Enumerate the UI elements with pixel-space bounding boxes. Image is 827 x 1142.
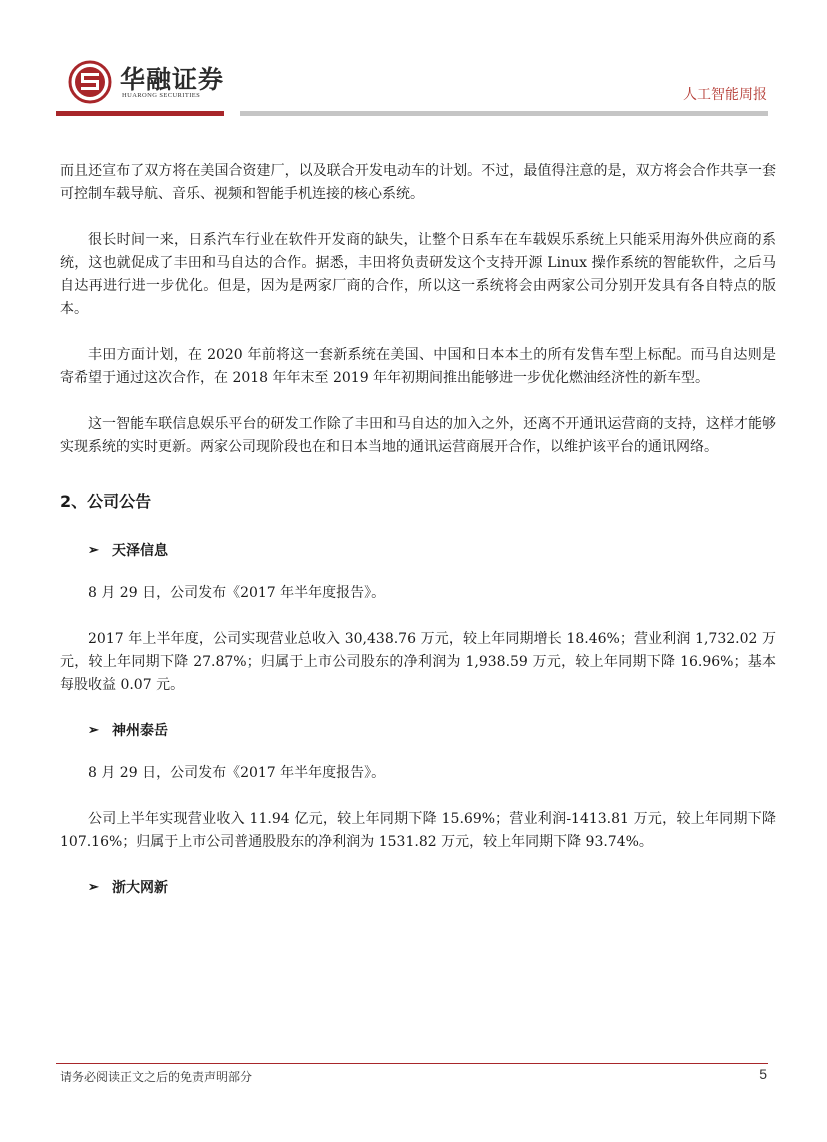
company-heading (88, 540, 776, 560)
header-divider-red (56, 111, 224, 116)
announcement-date: 8 月 29 日，公司发布《2017 年半年度报告》。 (88, 765, 386, 781)
main-content (60, 160, 776, 919)
arrow-bullet-icon: ➢ (88, 879, 99, 895)
huarong-logo-icon (68, 60, 112, 104)
paragraph: 这一智能车联信息娱乐平台的研发工作除了丰田和马自达的加入之外，还离不开通讯运营商的支持，这样才能够实现系统的实时更新。两家公司现阶段也在和日本当地的通讯运营商展开合作，以维护该平台的通讯网络。 (60, 416, 776, 455)
page-number: 5 (759, 1066, 767, 1082)
announcement-detail: 公司上半年实现营业收入 11.94 亿元，较上年同期下降 15.69%；营业利润-1413.81 万元，较上年同期下降 107.16%；归属于上市公司普通股股东的净利润为 1531.82 万元，较上年同期下降 93.74%。 (60, 811, 776, 850)
page-header (0, 0, 827, 120)
disclaimer-notice: 请务必阅读正文之后的免责声明部分 (60, 1070, 253, 1084)
company-name: 浙大网新 (112, 880, 168, 896)
brand-name-en: HUARONG SECURITIES (122, 92, 201, 99)
header-divider-gap (224, 111, 240, 116)
company-name: 神州泰岳 (112, 723, 168, 739)
header-divider-gray (240, 111, 768, 116)
paragraph: 丰田方面计划，在 2020 年前将这一套新系统在美国、中国和日本本土的所有发售车型上标配。而马自达则是寄希望于通过这次合作，在 2018 年年末至 2019 年年初期间推出能够进一步优化燃油经济性的新车型。 (60, 347, 776, 386)
arrow-bullet-icon: ➢ (88, 542, 99, 558)
company-name: 天泽信息 (112, 543, 168, 559)
brand-name-cn: 华融证券 (120, 65, 225, 94)
company-heading (88, 720, 776, 740)
arrow-bullet-icon: ➢ (88, 722, 99, 738)
company-heading (88, 877, 776, 897)
report-title: 人工智能周报 (683, 87, 767, 103)
announcement-detail: 2017 年上半年度，公司实现营业总收入 30,438.76 万元，较上年同期增长 18.46%；营业利润 1,732.02 万元，较上年同期下降 27.87%；归属于上市公司股东的净利润为 1,938.59 万元，较上年同期下降 16.96%；基本每股收益 0.07 元。 (60, 631, 776, 693)
section-title: 2、公司公告 (60, 492, 152, 511)
footer-divider (56, 1063, 768, 1064)
announcement-date: 8 月 29 日，公司发布《2017 年半年度报告》。 (88, 585, 386, 601)
paragraph: 而且还宣布了双方将在美国合资建厂，以及联合开发电动车的计划。不过，最值得注意的是，双方将会合作共享一套可控制车载导航、音乐、视频和智能手机连接的核心系统。 (60, 163, 776, 202)
paragraph: 很长时间一来，日系汽车行业在软件开发商的缺失，让整个日系车在车载娱乐系统上只能采用海外供应商的系统，这也就促成了丰田和马自达的合作。据悉，丰田将负责研发这个支持开源 Linux 操作系统的智能软件，之后马自达再进行进一步优化。但是，因为是两家厂商的合作，所以这一系统将会由两家公司分别开发具有各自特点的版本。 (60, 232, 776, 317)
